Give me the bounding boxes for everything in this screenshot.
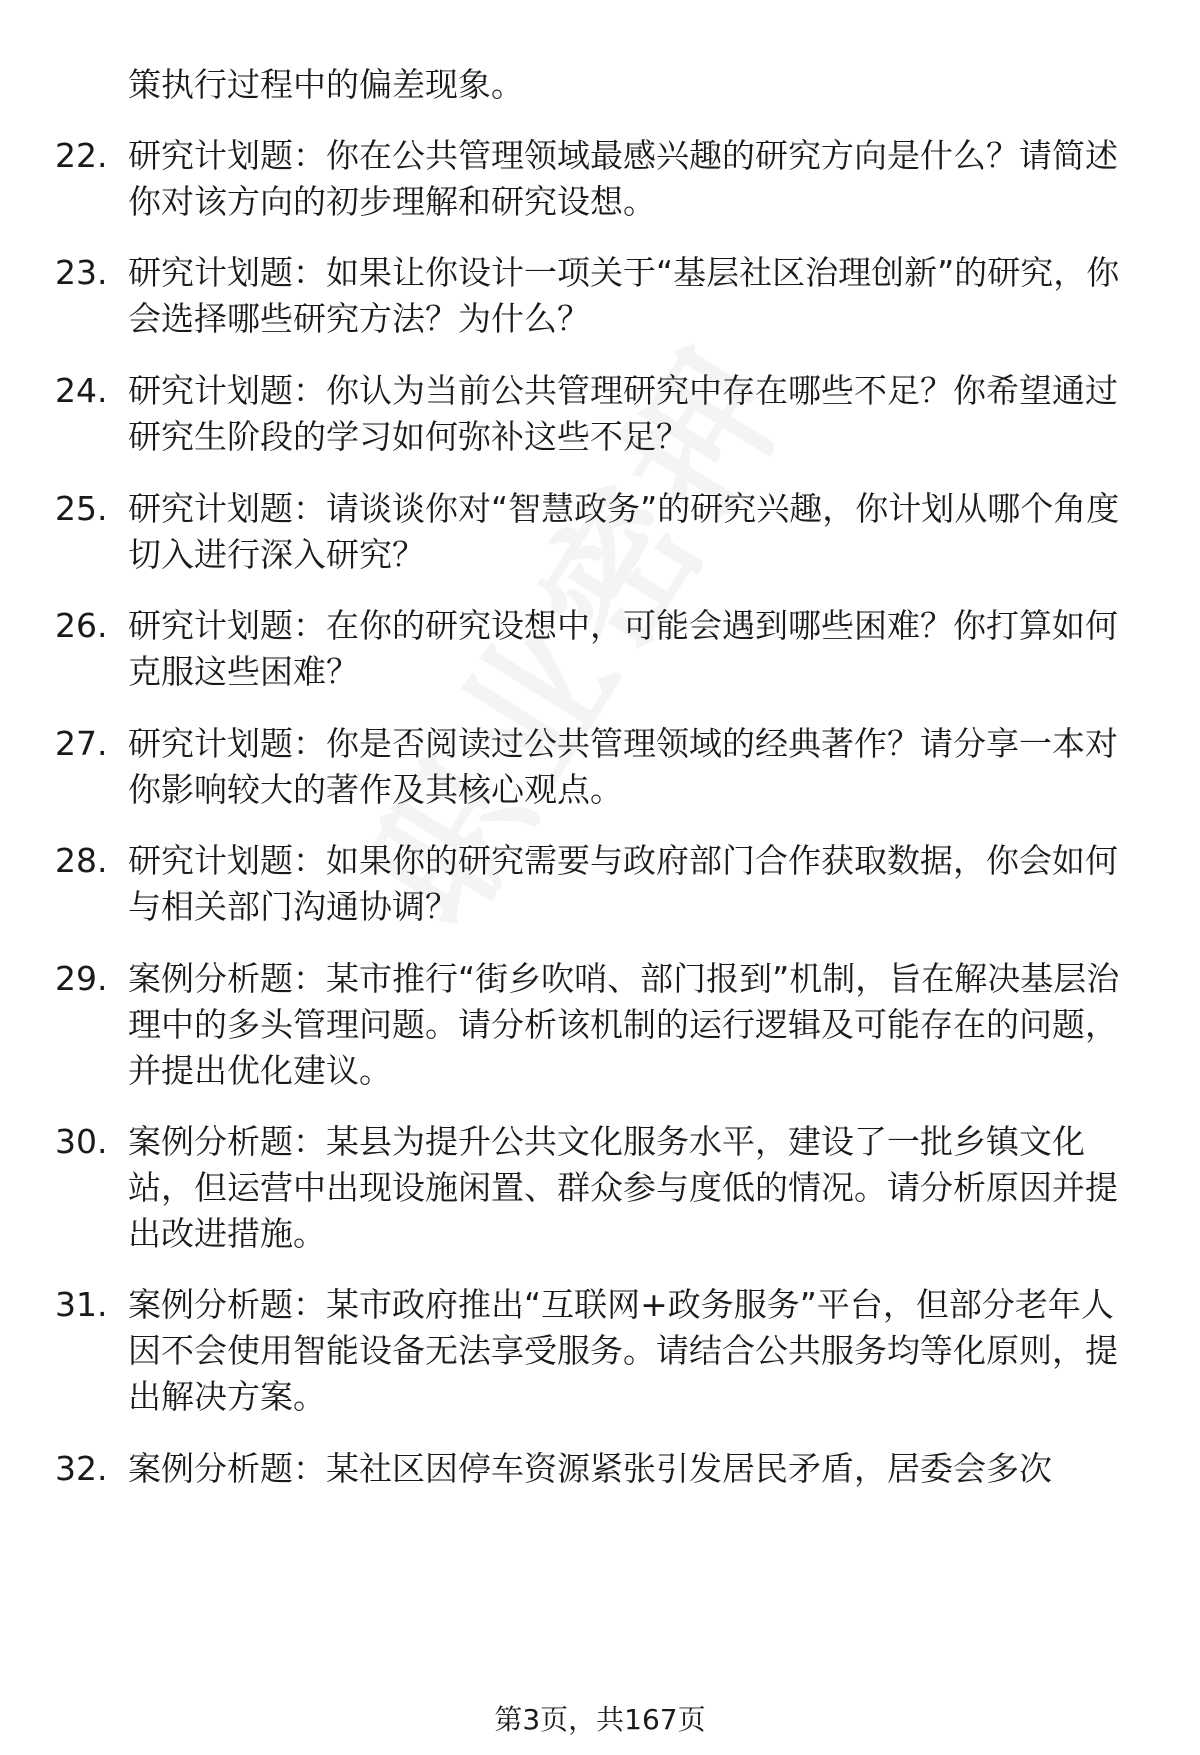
item-number: 31. xyxy=(55,1285,108,1324)
item-number: 23. xyxy=(55,253,108,292)
item-text: 研究计划题：如果你的研究需要与政府部门合作获取数据，你会如何与相关部门沟通协调？ xyxy=(128,841,1118,926)
item-text: 研究计划题：请谈谈你对“智慧政务”的研究兴趣，你计划从哪个角度切入进行深入研究？ xyxy=(128,489,1120,574)
item-number: 26. xyxy=(55,606,108,645)
item-text: 研究计划题：如果让你设计一项关于“基层社区治理创新”的研究，你会选择哪些研究方法？为什么？ xyxy=(128,253,1120,338)
item-number: 29. xyxy=(55,959,108,998)
item-number: 22. xyxy=(55,136,108,175)
item-number: 30. xyxy=(55,1122,108,1161)
item-number: 25. xyxy=(55,489,108,528)
item-number: 32. xyxy=(55,1449,108,1488)
page-footer: 第3页，共167页 xyxy=(494,1703,706,1736)
item-number: 24. xyxy=(55,371,108,410)
item-text: 研究计划题：你在公共管理领域最感兴趣的研究方向是什么？请简述你对该方向的初步理解和研究设想。 xyxy=(128,136,1118,221)
item-text: 研究计划题：你认为当前公共管理研究中存在哪些不足？你希望通过研究生阶段的学习如何弥补这些不足？ xyxy=(128,371,1118,456)
item-text: 案例分析题：某市政府推出“互联网+政务服务”平台，但部分老年人因不会使用智能设备无法享受服务。请结合公共服务均等化原则，提出解决方案。 xyxy=(128,1285,1118,1416)
item-text: 案例分析题：某县为提升公共文化服务水平，建设了一批乡镇文化站，但运营中出现设施闲置、群众参与度低的情况。请分析原因并提出改进措施。 xyxy=(128,1122,1118,1253)
item-number: 27. xyxy=(55,724,108,763)
item-text: 案例分析题：某市推行“街乡吹哨、部门报到”机制，旨在解决基层治理中的多头管理问题。请分析该机制的运行逻辑及可能存在的问题，并提出优化建议。 xyxy=(128,959,1120,1090)
continuation-text: 策执行过程中的偏差现象。 xyxy=(128,65,524,104)
item-text: 案例分析题：某社区因停车资源紧张引发居民矛盾，居委会多次 xyxy=(128,1449,1052,1488)
item-text: 研究计划题：在你的研究设想中，可能会遇到哪些困难？你打算如何克服这些困难？ xyxy=(128,606,1118,691)
item-number: 28. xyxy=(55,841,108,880)
item-text: 研究计划题：你是否阅读过公共管理领域的经典著作？请分享一本对你影响较大的著作及其核心观点。 xyxy=(128,724,1118,809)
